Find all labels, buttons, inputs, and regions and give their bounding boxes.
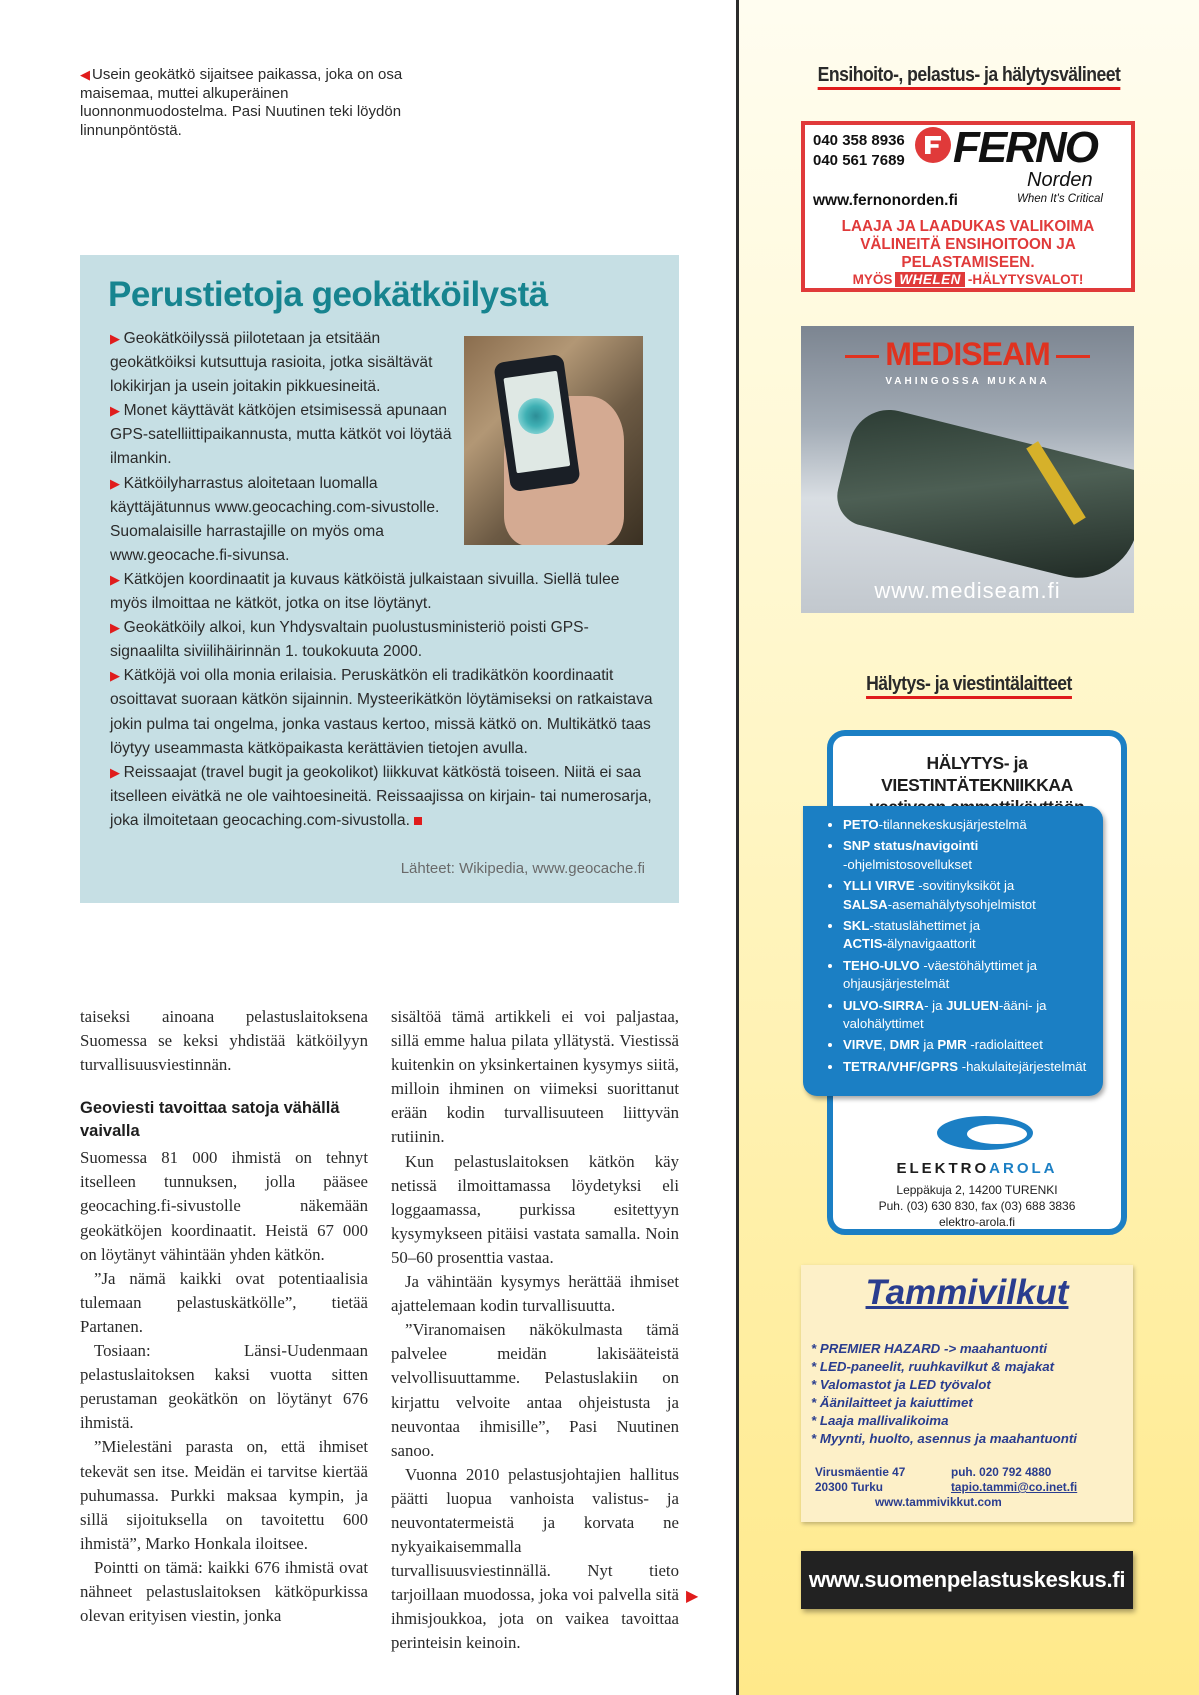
- fact-item: ▶ Kätköjä voi olla monia erilaisia. Peruskätkön eli tradikätkön koordinaatit osoittavat suoraan kätkön sijainnin. Mysteerikätkön löytämiseksi on ratkaistava jokin pulma tai ongelma, jonka vastaus kertoo, missä kätkö on. Multikätkö taas löytyy useammasta kätköpaikasta kerättävien tietojen avulla.: [110, 667, 653, 757]
- mediseam-tagline: VAHINGOSSA MUKANA: [885, 376, 1050, 387]
- elektro-feature-list: [803, 806, 1103, 1096]
- ferno-wordmark: FERNO: [953, 123, 1097, 172]
- elektro-arola-ad[interactable]: [827, 730, 1127, 1235]
- elektro-arola-logo-icon: [937, 1116, 1033, 1150]
- ferno-phone-2: 040 561 7689: [813, 152, 905, 169]
- ferno-url[interactable]: www.fernonorden.fi: [813, 192, 958, 209]
- tammivilkut-ad[interactable]: [801, 1265, 1133, 1522]
- paragraph: ”Viranomaisen näkökulmasta tämä palvelee meidän lakisääteistä velvollisuuttamme. Pelastuslakiin on kirjattu velvoite antaa ohjeistusta ja neuvontaa ihmisille”, Pasi Nuutinen sanoo.: [391, 1320, 679, 1460]
- tammivilkut-email[interactable]: tapio.tammi@co.inet.fi: [951, 1480, 1078, 1494]
- end-mark-icon: [414, 817, 422, 825]
- bullet-arrow-icon: ▶: [110, 571, 124, 587]
- sidebar-heading-rescue: Ensihoito-, pelastus- ja hälytysvälineet: [767, 64, 1172, 87]
- list-item: • SNP status/navigointi -ohjelmistosovellukset: [843, 837, 1103, 874]
- paragraph: Ja vähintään kysymys herättää ihmiset ajattelemaan kodin turvallisuutta.: [391, 1272, 679, 1316]
- paragraph: ”Mielestäni parasta on, että ihmiset tekevät sen itse. Meidän ei tarvitse kiertää puhumassa. Purkki maksaa kympin, ja sillä sijoituksella on tavoitettu 600 ihmistä”, Marko Honkala iloitsee.: [80, 1437, 368, 1553]
- suomen-pelastuskeskus-banner[interactable]: www.suomenpelastuskeskus.fi: [801, 1551, 1133, 1609]
- ferno-logo-icon: [915, 127, 951, 163]
- list-item: • SKL-statuslähettimet ja ACTIS-älynavigaattorit: [843, 917, 1103, 954]
- caption-arrow-icon: ◀: [80, 67, 90, 82]
- list-item: • VIRVE, DMR ja PMR -radiolaitteet: [843, 1036, 1103, 1054]
- list-item: • TEHO-ULVO -väestöhälyttimet ja ohjausjärjestelmät: [843, 957, 1103, 994]
- tammivilkut-contact: Virusmäentie 47 20300 Turku www.tammivikkut.com puh. 020 792 4880 tapio.tammi@co.inet.fi: [815, 1465, 1078, 1509]
- list-item: * PREMIER HAZARD -> maahantuonti: [811, 1341, 1048, 1356]
- sidebar-heading-alarm: Hälytys- ja viestintälaitteet: [767, 673, 1172, 696]
- paragraph: Pointti on tämä: kaikki 676 ihmistä ovat nähneet pelastuslaitoksen kätköpurkissa olevan erityisen viestin, jonka: [80, 1557, 368, 1626]
- list-item: • YLLI VIRVE -sovitinyksiköt ja SALSA-asemahälytysohjelmistot: [843, 877, 1103, 914]
- article-column-1: [80, 1005, 368, 1628]
- ferno-phone-1: 040 358 8936: [813, 132, 905, 149]
- list-item: * Valomastot ja LED työvalot: [811, 1377, 991, 1392]
- tammivilkut-url[interactable]: www.tammivikkut.com: [875, 1495, 1002, 1509]
- bullet-arrow-icon: ▶: [110, 620, 124, 636]
- ferno-whelen-line: MYÖS WHELEN -HÄLYTYSVALOT!: [852, 272, 1084, 287]
- paragraph: Suomessa 81 000 ihmistä on tehnyt itselleen tunnuksen, jolla pääsee geocaching.fi-sivustolle näkemään geokätköjen koordinaatit. Heistä 67 000 on löytänyt vähintään yhden kätkön.: [80, 1148, 368, 1264]
- fact-item: ▶ Monet käyttävät kätköjen etsimisessä apunaan GPS-satelliittipaikannusta, mutta kätköt voi löytää ilmankin.: [110, 402, 452, 468]
- mediseam-logo: MEDISEAM: [801, 336, 1134, 373]
- paragraph: sisältöä tämä artikkeli ei voi paljastaa, sillä emme halua pilata yllätystä. Viestissä kuitenkin on yksinkertainen kysymys siitä, milloin ihminen on viimeksi suorittanut erään kodin turvallisuuteen liittyvän rutiinin.: [391, 1007, 679, 1147]
- fact-box: [80, 255, 679, 903]
- ferno-region: Norden: [1027, 169, 1093, 191]
- subheading: Geoviesti tavoittaa satoja vähällä vaivalla: [80, 1099, 340, 1141]
- list-item: * Myynti, huolto, asennus ja maahantuonti: [811, 1431, 1077, 1446]
- bullet-arrow-icon: ▶: [110, 764, 124, 780]
- paragraph: Tosiaan: Länsi-Uudenmaan pelastuslaitoksen kaksi vuotta sitten perustaman geokätkön on löytänyt 676 ihmistä.: [80, 1341, 368, 1433]
- rescue-sled-shape: [831, 401, 1134, 590]
- fact-item: ▶ Kätköilyharrastus aloitetaan luomalla käyttäjätunnus www.geocaching.com-sivustolle. Suomalaisille harrastajille on myös oma www.geocache.fi-sivunsa.: [110, 474, 440, 564]
- photo-caption: ◀ Usein geokätkö sijaitsee paikassa, joka on osa maisemaa, muttei alkuperäinen luonnonmuodostelma. Pasi Nuutinen teki löydön linnunpöntöstä.: [80, 66, 403, 139]
- whelen-logo: WHELEN: [895, 272, 965, 287]
- continue-arrow-icon: ▶: [686, 1588, 699, 1605]
- fact-item: ▶ Reissaajat (travel bugit ja geokolikot) liikkuvat kätköstä toiseen. Niitä ei saa itselleen eivätkä ne ole vaihtoesineitä. Reissaajissa on kirjain- tai numerosarja, joka ilmoitetaan geocaching.com-sivustolla.: [110, 763, 652, 829]
- sources-line: Lähteet: Wikipedia, www.geocache.fi: [400, 860, 645, 877]
- tammivilkut-logo: Tammivilkut: [865, 1273, 1069, 1312]
- mediseam-ad[interactable]: [801, 326, 1134, 613]
- list-item: • TETRA/VHF/GPRS -hakulaitejärjestelmät: [843, 1058, 1103, 1076]
- ferno-ad[interactable]: [801, 121, 1135, 292]
- bullet-arrow-icon: ▶: [110, 331, 124, 346]
- fact-list: [110, 327, 658, 833]
- bullet-arrow-icon: ▶: [110, 403, 124, 419]
- ferno-slogan: LAAJA JA LAADUKAS VALIKOIMA VÄLINEITÄ ENSIHOITOON JA PELASTAMISEEN.: [841, 218, 1095, 271]
- bullet-arrow-icon: ▶: [110, 475, 124, 491]
- list-item: * LED-paneelit, ruuhkavilkut & majakat: [811, 1359, 1055, 1374]
- ad-sidebar: [736, 0, 1199, 1695]
- elektro-arola-contact: Leppäkuja 2, 14200 TURENKI Puh. (03) 630 830, fax (03) 688 3836 elektro-arola.fi: [878, 1183, 1076, 1229]
- fact-item: ▶ Geokätköily alkoi, kun Yhdysvaltain puolustusministeriö poisti GPS-signaalilta siviilihäirinnän 1. toukokuuta 2000.: [110, 619, 589, 661]
- elektro-arola-url[interactable]: elektro-arola.fi: [938, 1215, 1016, 1229]
- fact-box-title: Perustietoja geokätköilystä: [108, 275, 548, 314]
- paragraph: ”Ja nämä kaikki ovat potentiaalisia tulemaan pelastuskätkölle”, tietää Partanen.: [80, 1268, 368, 1336]
- list-item: • ULVO-SIRRA- ja JULUEN-ääni- ja valohälyttimet: [843, 997, 1103, 1034]
- ferno-tagline: When It's Critical: [1017, 193, 1103, 205]
- elektro-headline: HÄLYTYS- ja VIESTINTÄTEKNIIKKAA: [881, 753, 1073, 795]
- list-item: * Laaja mallivalikoima: [811, 1413, 949, 1428]
- bullet-arrow-icon: ▶: [110, 668, 124, 684]
- paragraph: taiseksi ainoana pelastuslaitoksena Suomessa se keksi yhdistää kätköilyyn turvallisuusviestinnän.: [80, 1007, 368, 1075]
- fact-item: ▶ Geokätköilyssä piilotetaan ja etsitään geokätköiksi kutsuttuja rasioita, jotka sisältävät lokikirjan ja usein joitakin pikkuesineitä.: [110, 330, 433, 396]
- elektro-arola-name: ELEKTROAROLA: [896, 1160, 1058, 1177]
- paragraph: Kun pelastuslaitoksen kätkön käy netissä ilmoittamassa löydetyksi eli loggaamassa, purkissa esitettyyn kysymykseen pitäisi vastata samalla. Noin 50–60 prosenttia vastaa.: [391, 1151, 679, 1267]
- list-item: • PETO-tilannekeskusjärjestelmä: [843, 816, 1103, 834]
- tammivilkut-product-list: [811, 1340, 1077, 1448]
- list-item: * Äänilaitteet ja kaiuttimet: [811, 1395, 973, 1410]
- article-column-2: [391, 1005, 679, 1656]
- paragraph: Vuonna 2010 pelastusjohtajien hallitus päätti luopua vanhoista valistus- ja neuvontatermeistä ja korvata ne nykyaikaisemmalla turvallisuusviestinnällä. Nyt tieto tarjoillaan muodossa, joka voi palvella sitä ihmisjoukkoa, jota on vaikea tavoittaa perinteisin keinoin.: [391, 1464, 679, 1653]
- mediseam-url[interactable]: www.mediseam.fi: [874, 578, 1061, 603]
- fact-item: ▶ Kätköjen koordinaatit ja kuvaus kätköistä julkaistaan sivuilla. Siellä tulee myös ilmoittaa ne kätköt, jotka on itse löytänyt.: [110, 570, 620, 613]
